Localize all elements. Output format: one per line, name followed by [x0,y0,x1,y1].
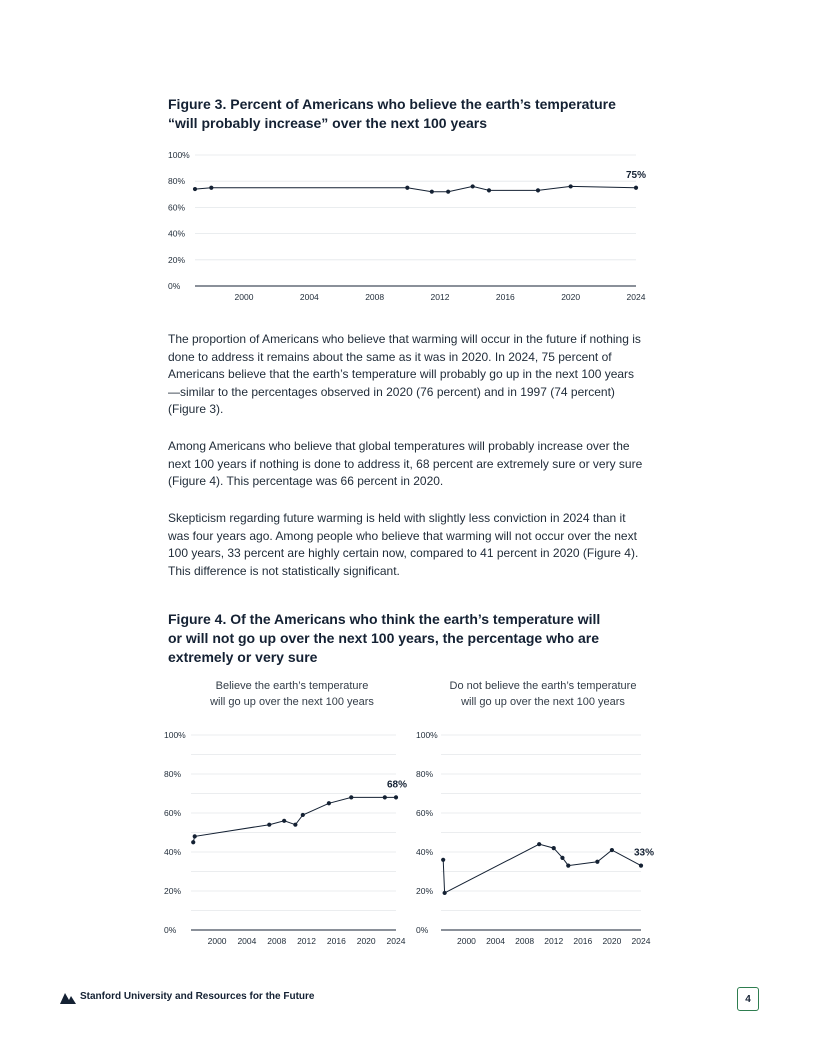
figure-4-left-subtitle-line1: Believe the earth’s temperature [215,680,369,692]
y-tick-label: 20% [164,886,182,896]
figure-4-not-believe-chart [412,725,662,950]
y-tick-label: 0% [416,925,429,935]
figure-3-chart [160,145,660,310]
data-point [193,187,197,191]
x-tick-label: 2024 [386,936,406,946]
x-tick-label: 2004 [299,292,319,302]
y-tick-label: 0% [164,925,177,935]
x-tick-label: 2004 [237,936,257,946]
data-point [595,860,599,864]
data-point [430,190,434,194]
figure-3-title [168,95,648,133]
data-point [560,856,564,860]
data-point [487,188,491,192]
y-tick-label: 80% [164,769,182,779]
data-point [610,848,614,852]
x-tick-label: 2012 [544,936,564,946]
data-point [634,186,638,190]
data-point [394,795,398,799]
page-number: 4 [737,987,759,1011]
data-point [193,834,197,838]
data-point [639,864,643,868]
data-point [443,891,447,895]
figure-4-right-subtitle-line1: Do not believe the earth’s temperature [449,680,637,692]
x-tick-label: 2008 [365,292,385,302]
data-point [537,842,541,846]
data-point [566,864,570,868]
data-point [267,823,271,827]
data-point [536,188,540,192]
figure-3-title-line2: “will probably increase” over the next 100 years [168,115,488,131]
data-point [293,823,297,827]
data-point [349,795,353,799]
y-tick-label: 100% [168,150,190,160]
y-tick-label: 100% [164,730,186,740]
y-tick-label: 0% [168,281,181,291]
y-tick-label: 60% [416,808,434,818]
x-tick-label: 2008 [267,936,287,946]
figure-4-title [168,610,648,667]
x-tick-label: 2016 [326,936,346,946]
series-line [193,797,396,842]
data-point [209,186,213,190]
y-tick-label: 40% [168,228,186,239]
y-tick-label: 40% [416,847,434,857]
data-point [282,819,286,823]
y-tick-label: 80% [168,176,186,187]
x-tick-label: 2000 [234,292,254,302]
data-point [301,813,305,817]
x-tick-label: 2016 [495,292,515,302]
x-tick-label: 2012 [297,936,317,946]
figure-4-right-subtitle-line2: will go up over the next 100 years [461,696,625,708]
footer-organization: Stanford University and Resources for the Future [80,991,315,1002]
y-tick-label: 60% [168,202,186,213]
figure-4-title-line2: or will not go up over the next 100 years, the percentage who are [168,630,600,646]
end-value-label: 68% [386,779,407,791]
figure-4-right-subtitle [424,678,662,710]
data-point [191,840,195,844]
figure-4-title-line1: Figure 4. Of the Americans who think the earth’s temperature will [168,611,601,627]
y-tick-label: 40% [164,847,182,857]
figure-3-title-line1: Figure 3. Percent of Americans who believe the earth’s temperature [168,96,616,112]
data-point [441,858,445,862]
y-tick-label: 100% [416,730,438,740]
data-point [471,184,475,188]
mountain-logo-icon [60,990,76,1004]
x-tick-label: 2024 [631,936,651,946]
x-tick-label: 2012 [430,292,450,302]
y-tick-label: 80% [416,769,434,779]
x-tick-label: 2000 [207,936,227,946]
figure-4-left-subtitle [175,678,409,710]
y-tick-label: 20% [168,254,186,265]
data-point [446,190,450,194]
y-tick-label: 20% [416,886,434,896]
figure-4-left-subtitle-line2: will go up over the next 100 years [210,696,374,708]
x-tick-label: 2004 [486,936,506,946]
data-point [405,186,409,190]
figure-4-title-line3: extremely or very sure [168,649,318,665]
end-value-label: 33% [633,847,654,859]
x-tick-label: 2020 [356,936,376,946]
x-tick-label: 2008 [515,936,535,946]
x-tick-label: 2020 [602,936,622,946]
paragraph-skepticism: Skepticism regarding future warming is held with slightly less conviction in 2024 than it was four years ago. Among people who believe that warming will not occur over the next 100 years, 33 percent are highly certain now, compared to 41 percent in 2020 (Figure 4). This difference is not statistically significant. [168,511,639,578]
data-point [327,801,331,805]
paragraph-certainty-believers: Among Americans who believe that global temperatures will probably increase over the next 100 years if nothing is done to address it, 68 percent are extremely sure or very sure (Figure 4). This percentage was 66 percent in 2020. [168,439,643,489]
data-point [569,184,573,188]
paragraph-warming-future: The proportion of Americans who believe that warming will occur in the future if nothing is done to address it remains about the same as it was in 2020. In 2024, 75 percent of Americans believe that the earth’s temperature will probably go up in the next 100 years—similar to the percentages observed in 2020 (76 percent) and in 1997 (74 percent) (Figure 3). [168,332,641,417]
data-point [552,846,556,850]
end-value-label: 75% [625,169,646,181]
x-tick-label: 2020 [561,292,581,302]
data-point [383,795,387,799]
figure-4-believe-chart [160,725,415,950]
x-tick-label: 2016 [573,936,593,946]
x-tick-label: 2000 [456,936,476,946]
y-tick-label: 60% [164,808,182,818]
x-tick-label: 2024 [626,292,646,302]
